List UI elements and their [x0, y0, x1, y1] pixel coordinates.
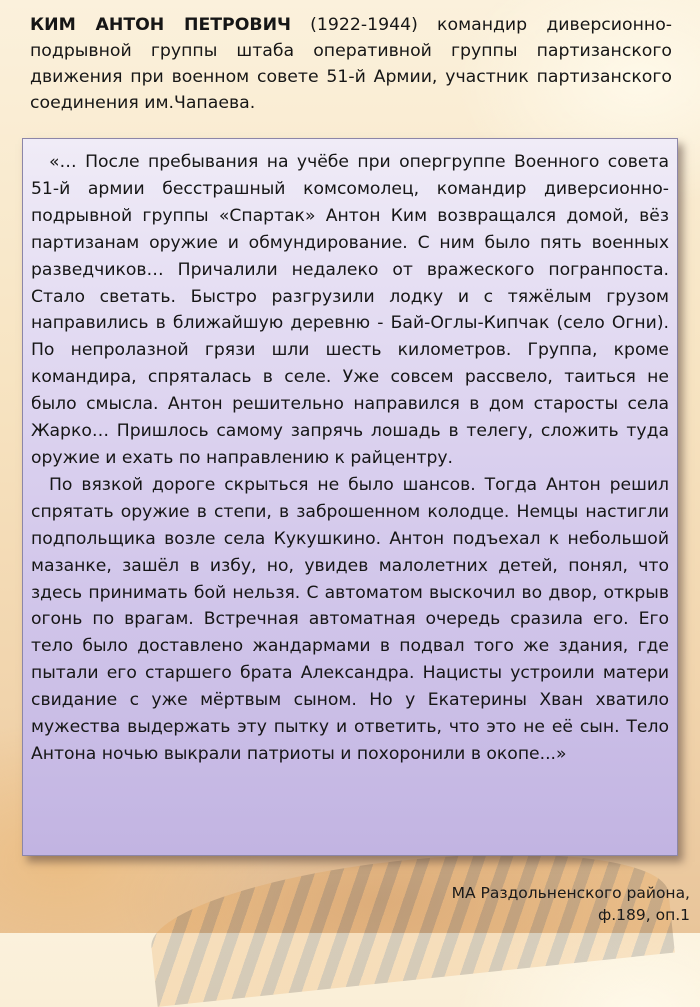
source-line-fond: ф.189, оп.1 — [597, 906, 690, 924]
source-citation — [452, 882, 690, 926]
quote-paragraph-2: По вязкой дороге скрыться не было шансов. Тогда Антон решил спрятать оружие в степи, в заброшенном колодце. Немцы настигли подпольщика возле села Кукушкино. Антон подъехал к небольшой мазанке, зашёл в избу, но, увидев малолетних детей, понял, что здесь принимать бой нельзя. С автоматом выскочил во двор, открыв огонь по врагам. Встречная автоматная очередь сразила его. Его тело было доставлено жандармами в подвал того же здания, где пытали его старшего брата Александра. Нацисты устроили матери свидание с уже мёртвым сыном. Но у Екатерины Хван хватило мужества выдержать эту пытку и ответить, что это не её сын. Тело Антона ночью выкрали патриоты и похоронили в окопе...» — [31, 474, 669, 764]
source-line-archive: МА Раздольненского района, — [451, 884, 690, 902]
quote-box — [22, 138, 678, 856]
quote-paragraph-1: «… После пребывания на учёбе при опергруппе Военного совета 51-й армии бесстрашный комсомолец, командир диверсионно-подрывной группы «Спартак» Антон Ким возвращался домой, вёз партизанам оружие и обмундирование. С ним было пять военных разведчиков… Причалили недалеко от вражеского погранпоста. Стало светать. Быстро разгрузили лодку и с тяжёлым грузом направились в ближайшую деревню - Бай-Оглы-Кипчак (село Огни). По непролазной грязи шли шесть километров. Группа, кроме командира, спряталась в селе. Уже совсем рассвело, таиться не было смысла. Антон решительно направился в дом старосты села Жарко… Пришлось самому запрячь лошадь в телегу, сложить туда оружие и ехать по направлению к райцентру. — [31, 152, 669, 468]
person-name: КИМ АНТОН ПЕТРОВИЧ — [30, 15, 291, 35]
biography-header — [30, 12, 672, 116]
biography-summary: (1922-1944) командир диверсионно-подрывной группы штаба оперативной группы партизанского движения при военном совете 51-й Армии, участник партизанского соединения им.Чапаева. — [30, 15, 673, 113]
